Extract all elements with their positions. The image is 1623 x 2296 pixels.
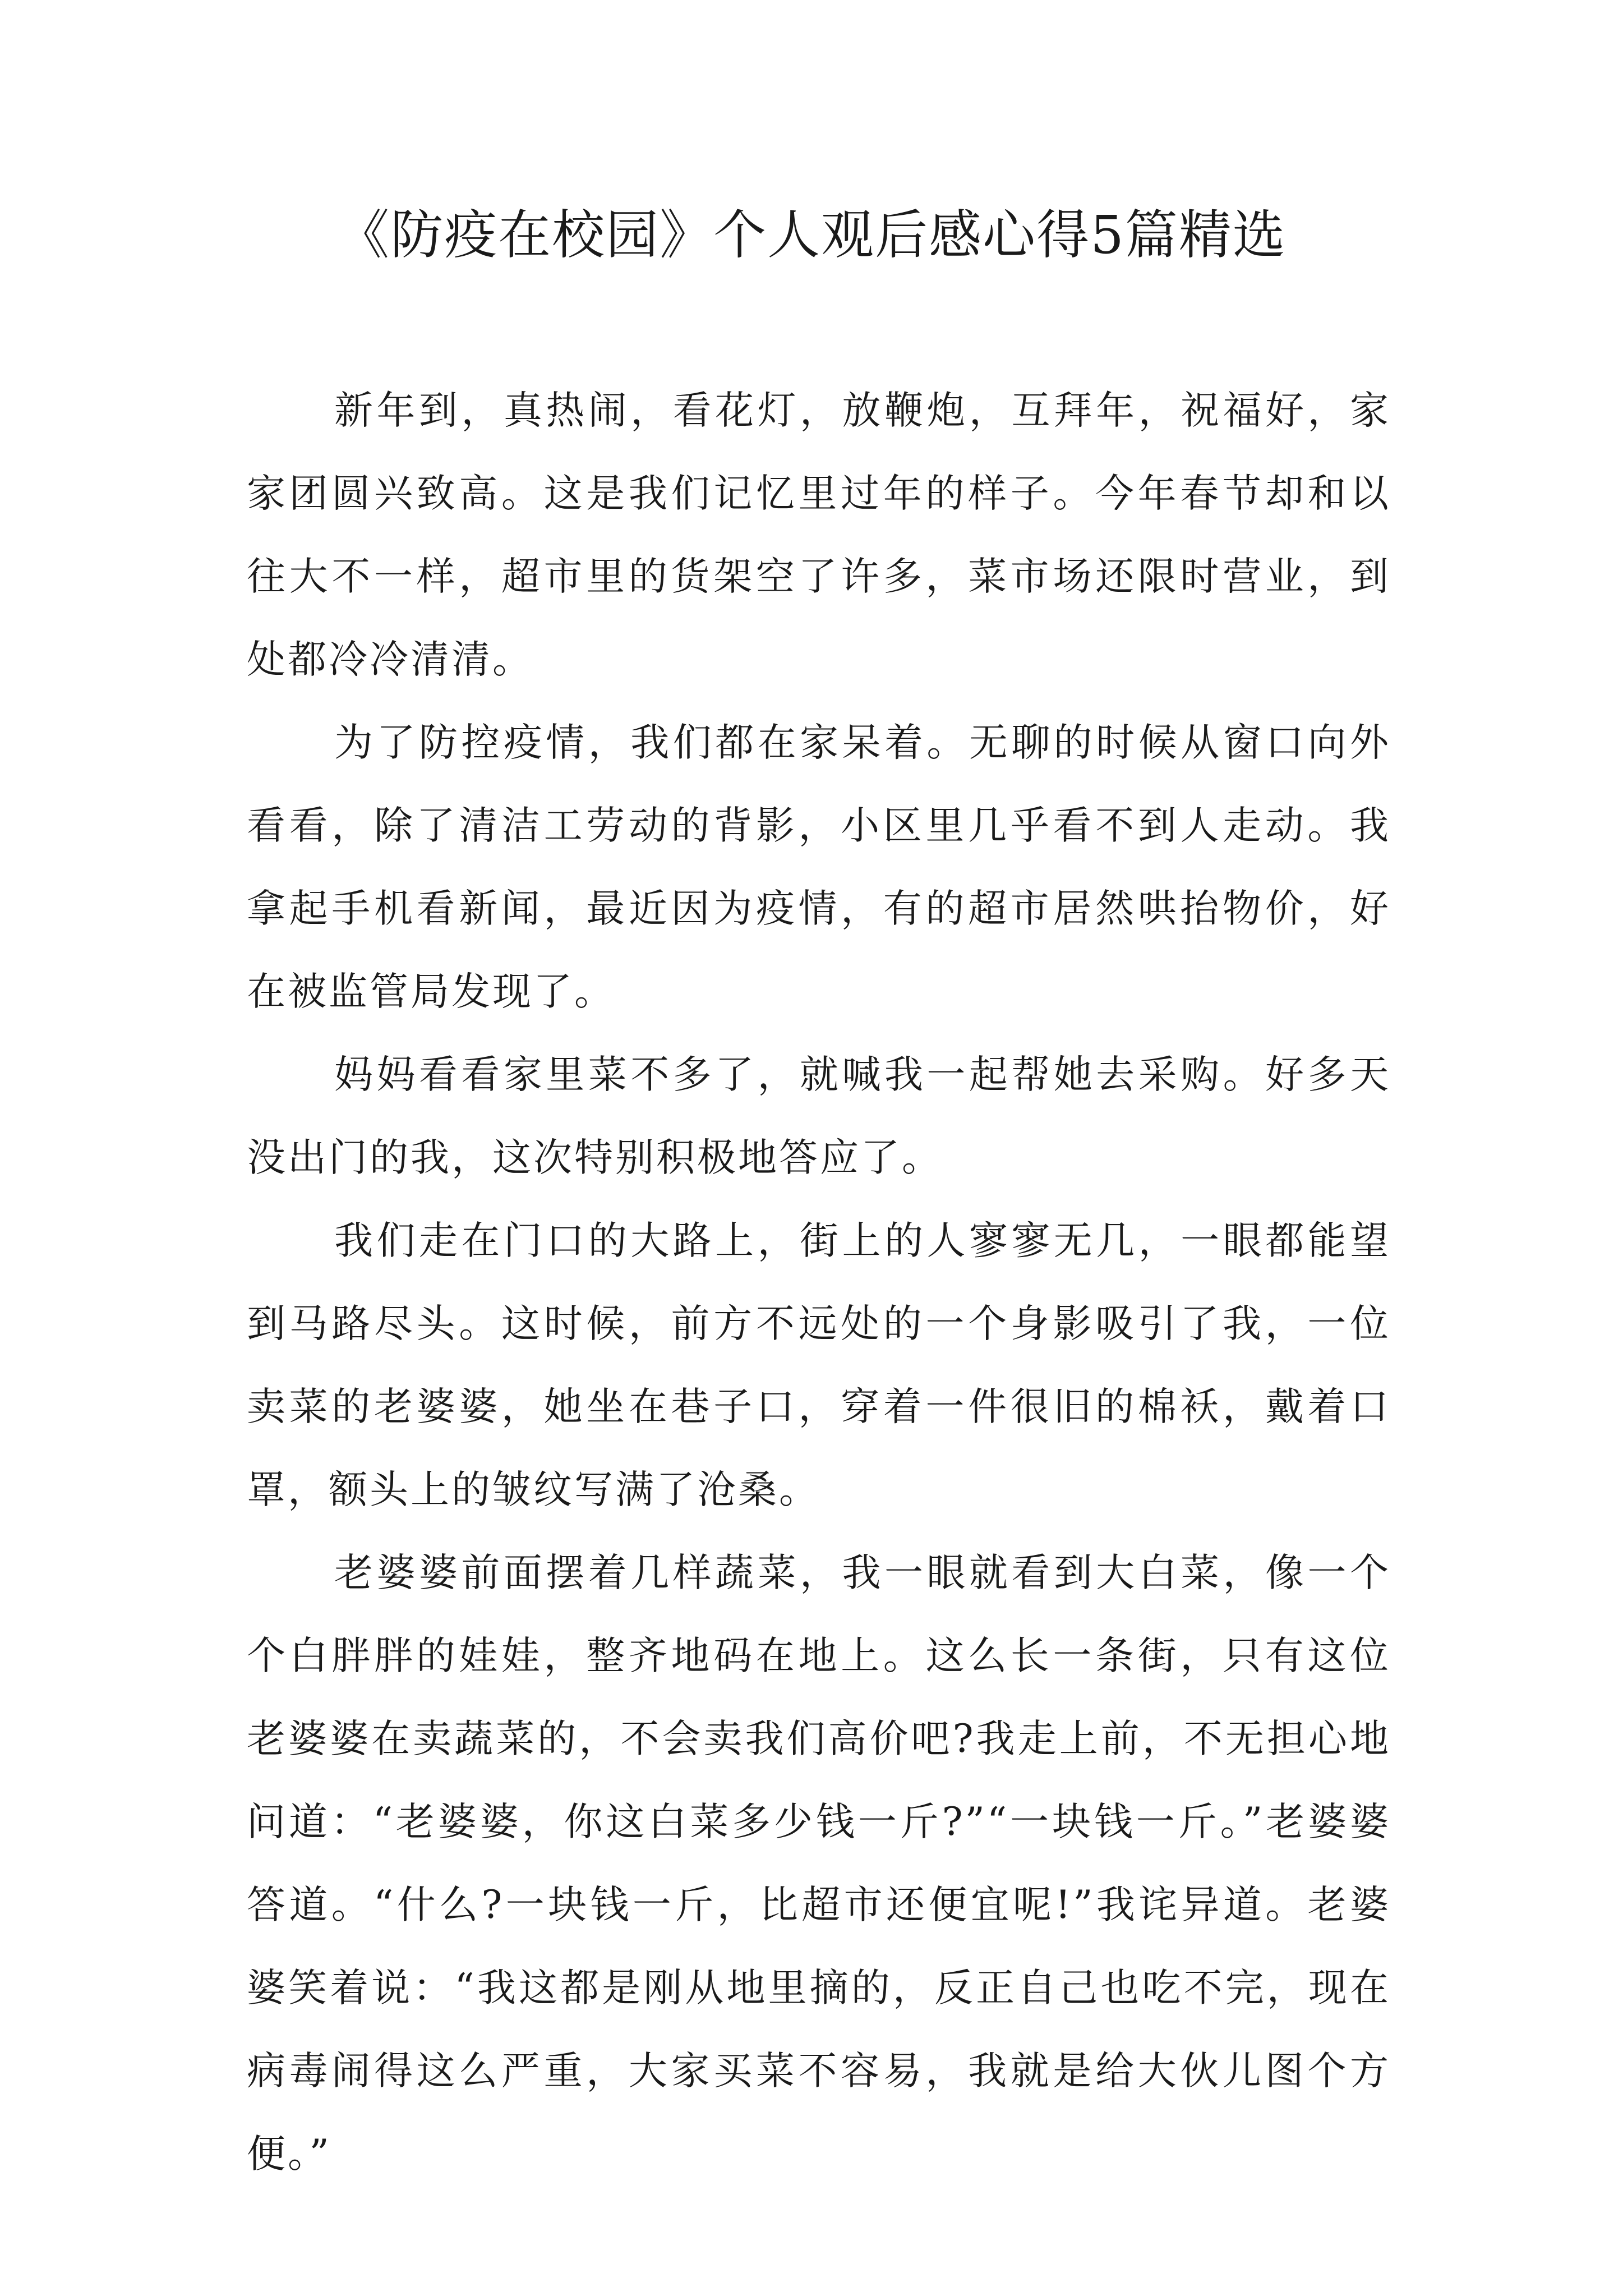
paragraph-5: 老婆婆前面摆着几样蔬菜，我一眼就看到大白菜，像一个个白胖胖的娃娃，整齐地码在地上。这么长一条街，只有这位老婆婆在卖蔬菜的，不会卖我们高价吧?我走上前，不无担心地问道：“老婆婆，你这白菜多少钱一斤?”“一块钱一斤。”老婆婆答道。“什么?一块钱一斤，比超市还便宜呢!”我诧异道。老婆婆笑着说：“我这都是刚从地里摘的，反正自己也吃不完，现在病毒闹得这么严重，大家买菜不容易，我就是给大伙儿图个方便。” <box>247 1550 1391 2177</box>
document-body <box>247 369 1391 2196</box>
paragraph-2: 为了防控疫情，我们都在家呆着。无聊的时候从窗口向外看看，除了清洁工劳动的背影，小区里几乎看不到人走动。我拿起手机看新闻，最近因为疫情，有的超市居然哄抬物价，好在被监管局发现了。 <box>247 720 1391 1014</box>
document-title: 《防疫在校园》个人观后感心得5篇精选 <box>336 205 1287 266</box>
paragraph-4: 我们走在门口的大路上，街上的人寥寥无几，一眼都能望到马路尽头。这时候，前方不远处的一个身影吸引了我，一位卖菜的老婆婆，她坐在巷子口，穿着一件很旧的棉袄，戴着口罩，额头上的皱纹写满了沧桑。 <box>247 1218 1391 1512</box>
paragraph-1: 新年到，真热闹，看花灯，放鞭炮，互拜年，祝福好，家家团圆兴致高。这是我们记忆里过年的样子。今年春节却和以往大不一样，超市里的货架空了许多，菜市场还限时营业，到处都冷冷清清。 <box>247 388 1391 682</box>
paragraph-3: 妈妈看看家里菜不多了，就喊我一起帮她去采购。好多天没出门的我，这次特别积极地答应了。 <box>247 1052 1391 1180</box>
